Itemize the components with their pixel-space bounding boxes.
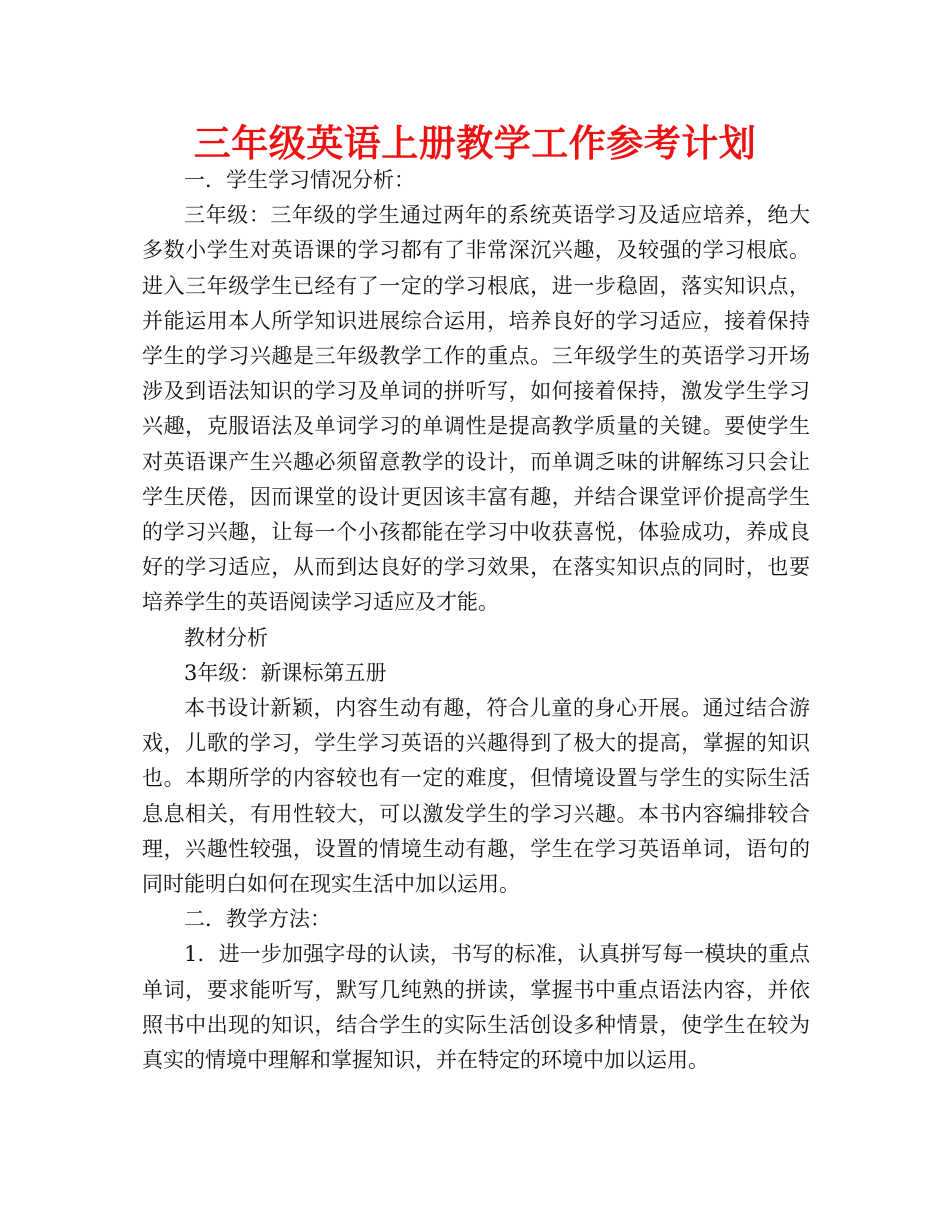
paragraph-textbook-edition: 3年级：新课标第五册: [184, 660, 387, 685]
section-heading-student-analysis: 一．学生学习情况分析：: [184, 168, 415, 192]
paragraph-grade-three-analysis: 三年级：三年级的学生通过两年的系统英语学习及适应培养，绝大多数小学生对英语课的学习都有了非常深沉兴趣，及较强的学习根底。进入三年级学生已经有了一定的学习根底，进一步稳固，落实知识点，并能运用本人所学知识进展综合运用，培养良好的学习适应，接着保持学生的学习兴趣是三年级教学工作的重点。三年级学生的英语学习开场涉及到语法知识的学习及单词的拼听写，如何接着保持，激发学生学习兴趣，克服语法及单词学习的单调性是提高教学质量的关键。要使学生对英语课产生兴趣必须留意教学的设计，而单调乏味的讲解练习只会让学生厌倦，因而课堂的设计更因该丰富有趣，并结合课堂评价提高学生的学习兴趣，让每一个小孩都能在学习中收获喜悦，体验成功，养成良好的学习适应，从而到达良好的学习效果，在落实知识点的同时，也要培养学生的英语阅读学习适应及才能。: [142, 203, 810, 615]
document-body: [142, 163, 810, 1078]
paragraph-method-one: 1．进一步加强字母的认读，书写的标准，认真拼写每一模块的重点单词，要求能听写，默写几纯熟的拼读，掌握书中重点语法内容，并依照书中出现的知识，结合学生的实际生活创设多种情景，使学生在较为真实的情境中理解和掌握知识，并在特定的环境中加以运用。: [142, 942, 810, 1073]
section-heading-textbook-analysis: 教材分析: [184, 625, 268, 650]
document-title: 三年级英语上册教学工作参考计划: [193, 121, 757, 165]
section-heading-teaching-methods: 二．教学方法：: [184, 907, 331, 932]
paragraph-textbook-description: 本书设计新颖，内容生动有趣，符合儿童的身心开展。通过结合游戏，儿歌的学习，学生学习英语的兴趣得到了极大的提高，掌握的知识也。本期所学的内容较也有一定的难度，但情境设置与学生的实际生活息息相关，有用性较大，可以激发学生的学习兴趣。本书内容编排较合理，兴趣性较强，设置的情境生动有趣，学生在学习英语单词，语句的同时能明白如何在现实生活中加以运用。: [142, 696, 810, 897]
